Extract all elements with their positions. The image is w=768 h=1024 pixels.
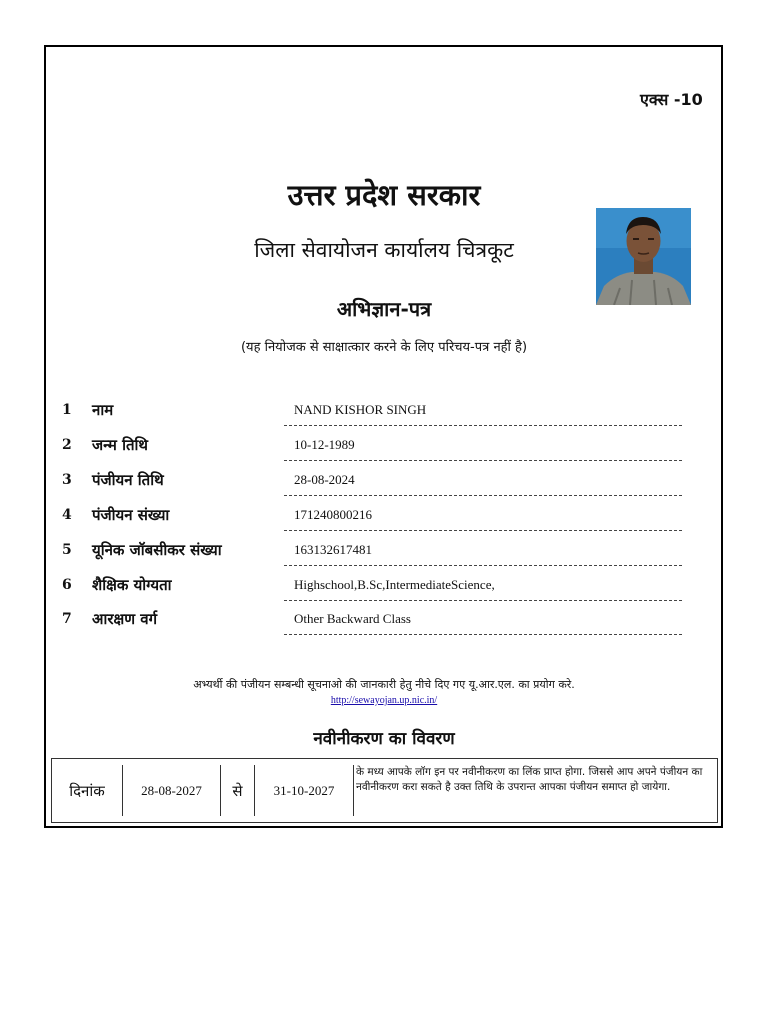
field-value-name: NAND KISHOR SINGH [294,402,427,417]
renewal-from-date: 28-08-2027 [141,782,202,798]
renewal-to-date: 31-10-2027 [273,782,335,798]
field-number: 3 [62,472,72,488]
field-value-qualification: Highschool,B.Sc,IntermediateScience, [294,577,495,592]
dotted-line [284,634,682,635]
field-value-registration-date: 28-08-2024 [294,472,355,487]
field-label-jobseeker-number: यूनिक जॉबसीकर संख्या [92,541,222,559]
dotted-line [284,530,682,531]
renewal-date-label: दिनांक [69,781,105,800]
dotted-line [284,565,682,566]
office-name: जिला सेवायोजन कार्यालय चित्रकूट [254,238,514,262]
field-label-reservation: आरक्षण वर्ग [92,610,158,628]
field-row-registration-number [62,507,682,542]
card-title: अभिज्ञान-पत्र [336,297,432,321]
field-label-name: नाम [92,401,114,419]
disclaimer-note: (यह नियोजक से साक्षात्कार करने के लिए परिचय-पत्र नहीं है) [240,340,528,355]
candidate-photo [596,208,691,305]
field-number: 2 [62,437,72,453]
info-text: अभ्यर्थी की पंजीयन सम्बन्धी सूचनाओ की जानकारी हेतु नीचे दिए गए यू.आर.एल. का प्रयोग करे. [193,678,575,691]
field-number: 5 [62,542,72,558]
renewal-table [51,758,718,823]
field-row-dob [62,437,682,472]
portal-link[interactable]: http://sewayojan.up.nic.in/ [330,695,438,706]
field-row-jobseeker-number [62,542,682,577]
field-number: 7 [62,611,72,627]
field-value-reservation: Other Backward Class [294,611,411,626]
dotted-line [284,425,682,426]
form-code: एक्स -10 [640,90,703,109]
field-number: 6 [62,577,72,593]
field-label-qualification: शैक्षिक योग्यता [92,576,172,594]
field-row-qualification [62,577,682,612]
field-label-dob: जन्म तिथि [92,436,148,454]
field-value-registration-number: 171240800216 [294,507,372,522]
field-value-jobseeker-number: 163132617481 [294,542,372,557]
field-number: 1 [62,402,72,418]
field-number: 4 [62,507,72,523]
dotted-line [284,460,682,461]
government-title: उत्तर प्रदेश सरकार [287,178,481,212]
field-value-dob: 10-12-1989 [294,437,355,452]
field-row-reservation [62,611,682,646]
renewal-note: के मध्य आपके लॉग इन पर नवीनीकरण का लिंक प्राप्त होगा. जिससे आप अपने पंजीयन का नवीनीकरण करा सकते है उक्त तिथि के उपरान्त आपका पंजीयन समाप्त हो जायेगा. [356,766,703,793]
renewal-title: नवीनीकरण का विवरण [313,729,455,749]
field-row-registration-date [62,472,682,507]
field-label-registration-number: पंजीयन संख्या [92,506,170,524]
renewal-separator: से [232,781,243,800]
field-label-registration-date: पंजीयन तिथि [92,471,164,489]
divider [353,765,354,816]
dotted-line [284,600,682,601]
field-row-name [62,402,682,437]
dotted-line [284,495,682,496]
